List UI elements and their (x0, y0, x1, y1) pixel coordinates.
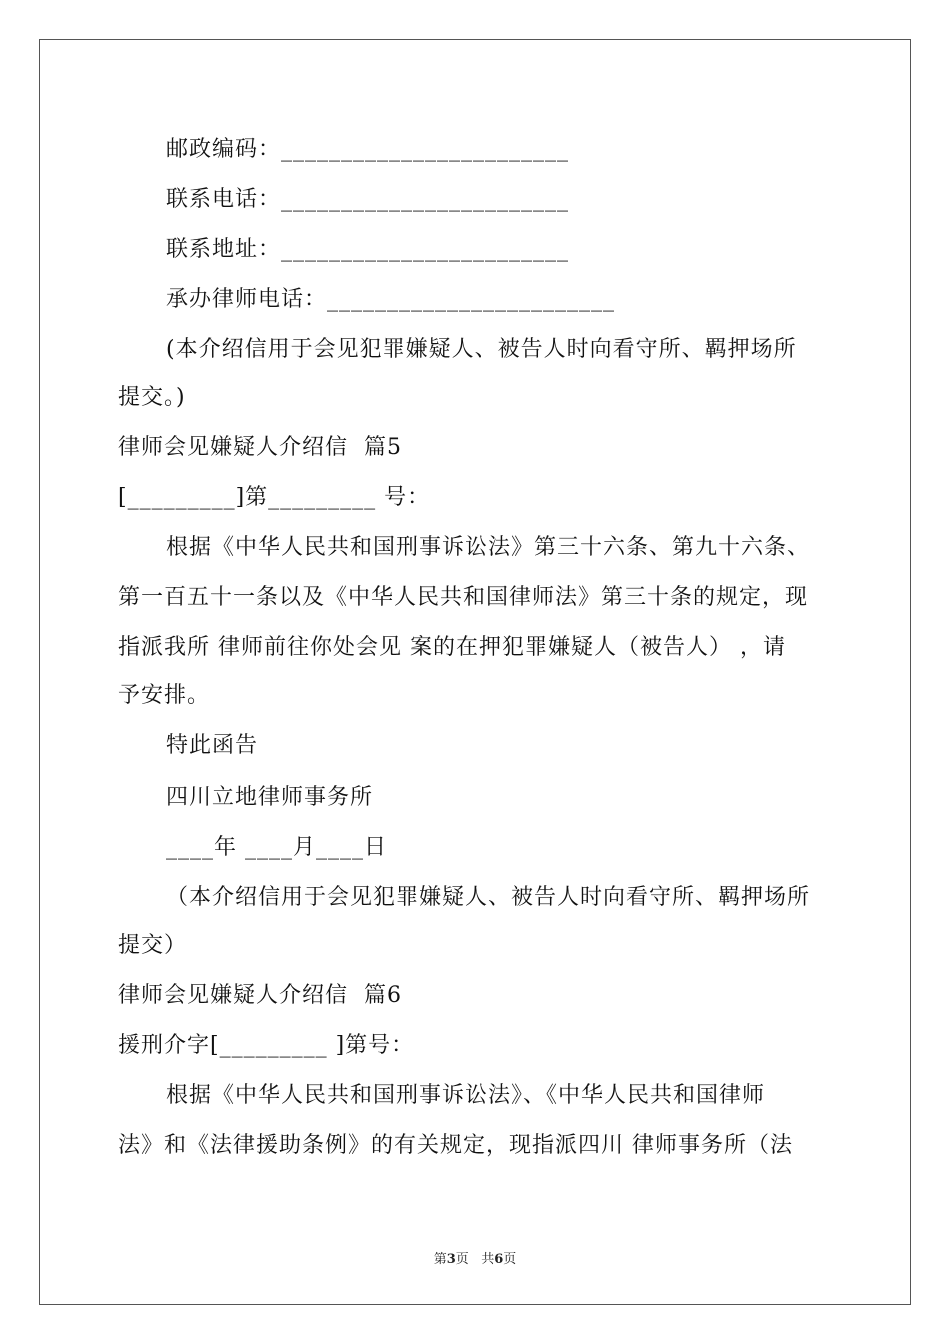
contact-phone-field: 联系电话：________________________ (166, 187, 570, 212)
contact-address-field: 联系地址：________________________ (166, 237, 570, 262)
page-border (39, 39, 911, 1305)
total-pages-number: 6 (494, 1252, 504, 1267)
body-line: 第一百五十一条以及《中华人民共和国律师法》第三十条的规定，现 (118, 585, 809, 610)
note-line: (本介绍信用于会见犯罪嫌疑人、被告人时向看守所、羁押场所 (166, 337, 797, 362)
footer-text: 页 (455, 1252, 469, 1267)
postal-code-field: 邮政编码：________________________ (166, 137, 570, 162)
page-footer (0, 1248, 950, 1267)
date-line: ____年 ____月____日 (166, 835, 387, 860)
footer-text: 页 (503, 1252, 517, 1267)
section-title: 律师会见嫌疑人介绍信 篇5 (118, 435, 402, 460)
note-line: （本介绍信用于会见犯罪嫌疑人、被告人时向看守所、羁押场所 (166, 885, 811, 910)
note-line: 提交。) (118, 385, 186, 410)
body-line: 予安排。 (118, 683, 211, 708)
body-line: 法》和《法律援助条例》的有关规定，现指派四川 律师事务所（法 (118, 1133, 793, 1158)
reference-number: [_________]第_________ 号： (118, 485, 431, 510)
body-line: 指派我所 律师前往你处会见 案的在押犯罪嫌疑人（被告人） ，请 (118, 635, 786, 660)
reference-number: 援刑介字[_________ ]第号： (118, 1033, 415, 1058)
body-line: 根据《中华人民共和国刑事诉讼法》第三十六条、第九十六条、 (166, 535, 811, 560)
body-line: 根据《中华人民共和国刑事诉讼法》、《中华人民共和国律师 (166, 1083, 766, 1108)
closing-phrase: 特此函告 (166, 733, 259, 758)
current-page-number: 3 (446, 1252, 456, 1267)
note-line: 提交） (118, 933, 188, 958)
law-firm-name: 四川立地律师事务所 (166, 785, 374, 810)
footer-text: 第 (433, 1252, 447, 1267)
footer-text: 共 (481, 1252, 495, 1267)
section-title: 律师会见嫌疑人介绍信 篇6 (118, 983, 402, 1008)
lawyer-phone-field: 承办律师电话：________________________ (166, 287, 616, 312)
